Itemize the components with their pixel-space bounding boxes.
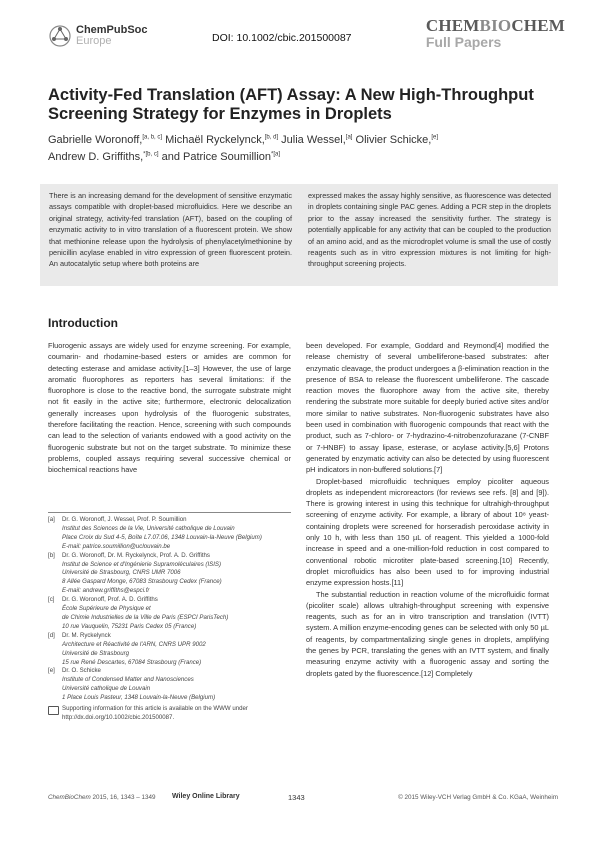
- chempubsoc-icon: [48, 24, 72, 48]
- author[interactable]: Olivier Schicke,[e]: [355, 133, 438, 146]
- abstract-right: expressed makes the assay highly sensitive, as fluorescence was detected in droplets containing single PAC genes. Adding a PCR step in the droplets prior to the assay increased the sensitivity further. The strategy is potentially applicable for any activity that can be coupled to the production of an amino acid, and as the microdroplet volume is small the use of costly reagents such as in vitro expression mixtures is not limiting for high-throughput screening projects.: [308, 191, 551, 269]
- affiliation: [a] Dr. G. Woronoff, J. Wessel, Prof. P. Soumillion Institut des Sciences de la Vie, Université catholique de Louvain Place Croix du Sud 4-5, Boîte L7.07.06, 1348 Louvain-la-Neuve (Belgium) E-mail: patrice.soumillion@uclouvain.be: [48, 516, 291, 552]
- intro-column-right: [306, 340, 549, 679]
- author[interactable]: and Patrice Soumillion$^{*[a]}$: [161, 151, 281, 164]
- footnote-divider: [48, 512, 291, 513]
- supporting-info-link[interactable]: Supporting information for this article is available on the WWW under http://dx.doi.org/10.1002/cbic.201500087.: [62, 705, 248, 721]
- article-type: Full Papers: [425, 34, 502, 50]
- copyright: © 2015 Wiley-VCH Verlag GmbH & Co. KGaA, Weinheim: [398, 794, 558, 801]
- affiliation: [b] Dr. G. Woronoff, Dr. M. Ryckelynck, Prof. A. D. Griffiths Institut de Science et d'Ingénierie Supramoléculaires (ISIS) Université de Strasbourg, CNRS UMR 7006 8 Allée Gaspard Monge, 67083 Strasbourg Cedex (France) E-mail: andrew.griffiths@espci.fr: [48, 552, 291, 597]
- journal-name: CHEMBIOCHEM: [425, 16, 565, 35]
- publisher-logo: [48, 24, 148, 48]
- paragraph: been developed. For example, Goddard and Reymond[4] modified the release chemistry of several umbelliferone-based substrates: after enzymatic cleavage, the product undergoes a β-elimination reaction in the presence of BSA to release the fluorescent umbelliferone. The cascade reaction moves the fluorophore away from the active site, thereby rendering the substrate more suitable for deeply buried active sites and/or more similar to native substrates. Non-fluorogenic substrates have also been used in combination with fluorogenic compounds that react with the product, such as 7-chloro- or 7-hydrazino-4-nitrobenzofurazane (7-CNBF or 7-HNBF) to assay lipase, esterase, or acylase activity.[5,6] Protons generated by enzymatic activity can also be detected by using fluorescent pH indicators in non-buffered solutions.[7]: [306, 341, 549, 475]
- affiliation: [d] Dr. M. Ryckelynck Architecture et Réactivité de l'ARN, CNRS UPR 9002 Université de Strasbourg 15 rue René Descartes, 67084 Strasbourg (France): [48, 631, 206, 666]
- email-link[interactable]: E-mail: andrew.griffiths@espci.fr: [62, 587, 150, 595]
- intro-column-left: [48, 340, 291, 476]
- publisher-name: ChemPubSoc: [76, 24, 148, 36]
- affiliation: [e] Dr. O. Schicke Institute of Condensed Matter and Nanosciences Université catholique de Louvain 1 Place Louis Pasteur, 1348 Louvain-la-Neuve (Belgium): [48, 667, 216, 702]
- author[interactable]: Andrew D. Griffiths,$^{*[b, c]}$: [48, 151, 159, 164]
- supporting-info-icon: [48, 705, 62, 723]
- journal-banner: [426, 16, 565, 50]
- citation: ChemBioChem 2015, 16, 1343 – 1349: [48, 794, 156, 801]
- author[interactable]: Julia Wessel,[a]: [281, 133, 353, 146]
- section-heading: Introduction: [48, 316, 118, 330]
- article-title: Activity-Fed Translation (AFT) Assay: A New High-Throughput Screening Strategy for Enzymes in Droplets: [48, 86, 534, 123]
- affiliations: [48, 516, 291, 723]
- paragraph: Droplet-based microfluidic techniques employ picoliter aqueous droplets as independent microreactors (for reviews see refs. [8] and [9]). There is growing interest in using this technique for ultrahigh-throughput screening of enzyme activity. For example, a library of about 10⁸ yeast-containing droplets were screened for horseradish peroxidase activity in only 10 h, with less than 150 µL of reagent. This yielded a 1000-fold increase in speed and a one-million-fold reduction in cost compared to conventional robotic microtiter plate-based screening.[10] Recently, droplet microfluidics has also been used to for improving industrial enzyme expression hosts.[11]: [306, 476, 549, 588]
- author[interactable]: Gabrielle Woronoff,[a, b, c]: [48, 133, 163, 146]
- abstract-left: There is an increasing demand for the development of sensitive enzymatic assays compatible with droplet-based microfluidics. Here we describe an original strategy, activity-fed translation (AFT), based on the coupling of enzymatic activity to in vitro translation of a fluorescent protein. We show that methionine release upon the hydrolysis of phenylacetylmethionine by penicillin acylase enabled in vitro expression of green fluorescent protein. An autocatalytic setup where both proteins are: [49, 191, 292, 269]
- page-number: 1343: [288, 793, 305, 802]
- paragraph: The substantial reduction in reaction volume of the microfluidic format (picoliter scale) allows ultrahigh-throughput screening with expensive reagents, such as for an in vitro transcription and translation (IVTT) system. A million enzyme-encoding genes can be selected with only 50 µL of reagents, by compartmentalizing single genes in droplets, amplifying the genes by PCR, translating the genes with an IVTT system, and finally measuring enzyme activity with a fluorogenic assay and sorting the droplets gated by the fluorescence.[12] Completely: [306, 589, 549, 678]
- abstract-box: [40, 184, 558, 286]
- author-list: [48, 130, 558, 165]
- paragraph: Fluorogenic assays are widely used for enzyme screening. For example, coumarin- and rhodamine-based esters or amides are common for detecting esterase and amidase activity.[1–3] However, the use of large aromatic fluorophores as reporters has several limitations: if the fluorophore is close to the reactive bond, the surrogate substrate might not fit easily in the active site; furthermore, electronic delocalization generally increases upon hydrolysis of the fluorogenic substrates, therefore facilitating the reaction. Hence, screening with such compounds can lead to the selection of variants endowed with a good activity on the fluorogenic substrate but not on the target substrate. To minimize these problems, coupled assays requiring several successive chemical or biochemical reactions have: [48, 341, 291, 475]
- author[interactable]: Michaël Ryckelynck,[b, d]: [165, 133, 279, 146]
- affiliation: [c] Dr. G. Woronoff, Prof. A. D. Griffiths École Supérieure de Physique et de Chimie Industrielles de la Ville de Paris (ESPCI ParisTech) 10 rue Vauquelin, 75231 Paris Cedex 05 (France): [48, 596, 229, 630]
- wiley-library-link[interactable]: Wiley Online Library: [172, 793, 240, 800]
- doi[interactable]: DOI: 10.1002/cbic.201500087: [212, 32, 352, 44]
- email-link[interactable]: E-mail: patrice.soumillion@uclouvain.be: [62, 542, 171, 550]
- supporting-info: [48, 705, 291, 723]
- publisher-region: Europe: [76, 35, 112, 47]
